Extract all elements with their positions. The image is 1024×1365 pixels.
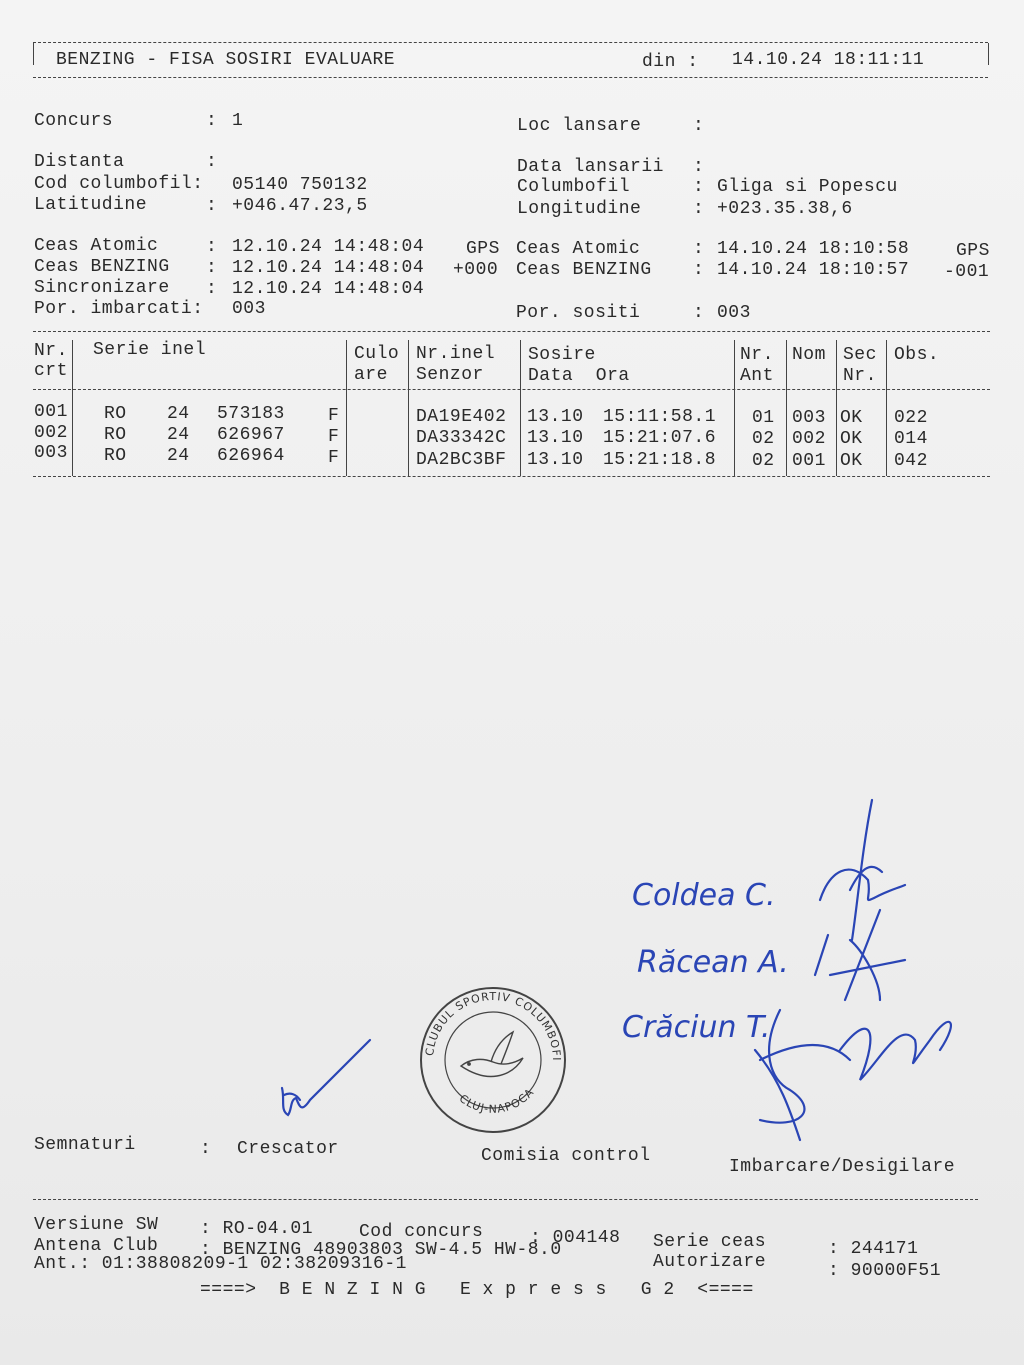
row-data: 13.10	[527, 450, 584, 470]
por-sositi-label: Por. sositi	[516, 303, 641, 323]
row-data: 13.10	[527, 428, 584, 448]
por-imbarcati-label: Por. imbarcati:	[34, 299, 204, 319]
stamp-text-bottom: CLUJ-NAPOCA	[456, 1085, 537, 1116]
por-imbarcati-value: 003	[232, 299, 266, 319]
handwritten-name-coldea: Coldea C.	[632, 878, 776, 913]
header-serie-inel: Serie inel	[93, 340, 207, 360]
row-ora: 15:21:18.8	[603, 450, 717, 470]
row-data: 13.10	[527, 407, 584, 427]
ceas-atomic-label-left: Ceas Atomic	[34, 236, 159, 256]
comisia-control-label: Comisia control	[481, 1146, 651, 1166]
handwritten-name-racean: Răcean A.	[637, 945, 789, 980]
row-inel: 573183	[217, 404, 285, 424]
row-nom: 002	[792, 429, 826, 449]
ceas-benzing-value-left: 12.10.24 14:48:04	[232, 258, 425, 278]
row-inel: 626964	[217, 446, 285, 466]
longitudine-sep: :	[693, 199, 705, 219]
semnaturi-label: Semnaturi	[34, 1135, 136, 1155]
antena-value: : BENZING 48903803 SW-4.5 HW-8.0	[200, 1240, 562, 1260]
columbofil-sep: :	[693, 177, 705, 197]
longitudine-label: Longitudine	[517, 199, 642, 219]
row-tara: RO	[104, 404, 127, 424]
versiune-value: : RO-04.01	[200, 1219, 314, 1239]
ceas-atomic-value-right: 14.10.24 18:10:58	[717, 239, 910, 259]
row-obs: 042	[894, 451, 928, 471]
crescator-label: Crescator	[237, 1139, 339, 1159]
header-culoare-2: are	[354, 365, 388, 385]
row-nr: 002	[34, 423, 68, 443]
serie-ceas-label: Serie ceas	[653, 1232, 767, 1252]
row-nr: 003	[34, 443, 68, 463]
cod-columbofil-label: Cod columbofil:	[34, 174, 204, 194]
ceas-atomic-sep-right: :	[693, 239, 705, 259]
columbofil-label: Columbofil	[517, 177, 631, 197]
ceas-benzing-extra-left: +000	[453, 260, 499, 280]
brand-line: ====> B E N Z I N G E x p r e s s G 2 <====	[200, 1280, 754, 1300]
loc-lansare-sep: :	[693, 116, 705, 136]
row-an: 24	[167, 425, 190, 445]
club-stamp	[409, 970, 573, 1140]
header-senzor-2: Senzor	[416, 365, 484, 385]
handwritten-name-craciun: Crăciun T.	[622, 1010, 771, 1045]
autorizare-label: Autorizare	[653, 1252, 767, 1272]
row-sec: OK	[840, 429, 863, 449]
columbofil-value: Gliga si Popescu	[717, 177, 898, 197]
header-senzor-1: Nr.inel	[416, 344, 496, 364]
row-obs: 014	[894, 429, 928, 449]
distanta-sep: :	[206, 152, 218, 172]
row-sec: OK	[840, 451, 863, 471]
header-sosire-2: Data Ora	[528, 366, 630, 386]
header-sec-1: Sec	[843, 345, 877, 365]
row-tara: RO	[104, 425, 127, 445]
ceas-benzing-extra-right: -001	[944, 262, 990, 282]
row-senzor: DA19E402	[416, 407, 507, 427]
latitudine-value: +046.47.23,5	[232, 196, 368, 216]
data-lansarii-label: Data lansarii	[517, 157, 664, 177]
header-sosire-1: Sosire	[528, 345, 596, 365]
footer-rule	[33, 1199, 978, 1200]
ceas-atomic-extra-left: GPS	[466, 239, 500, 259]
latitudine-label: Latitudine	[34, 195, 148, 215]
row-ora: 15:21:07.6	[603, 428, 717, 448]
report-date: 14.10.24 18:11:11	[732, 50, 925, 70]
header-ant-2: Ant	[740, 366, 774, 386]
versiune-label: Versiune SW	[34, 1215, 159, 1235]
row-sex: F	[328, 427, 340, 447]
row-inel: 626967	[217, 425, 285, 445]
cod-concurs-value: : 004148	[530, 1228, 621, 1248]
row-nom: 001	[792, 451, 826, 471]
semnaturi-sep: :	[200, 1139, 212, 1159]
concurs-sep: :	[206, 111, 218, 131]
ceas-benzing-label-right: Ceas BENZING	[516, 260, 652, 280]
row-ant: 02	[752, 429, 775, 449]
row-nom: 003	[792, 408, 826, 428]
latitudine-sep: :	[206, 196, 218, 216]
row-tara: RO	[104, 446, 127, 466]
header-obs: Obs.	[894, 345, 940, 365]
row-an: 24	[167, 404, 190, 424]
row-sex: F	[328, 406, 340, 426]
row-nr: 001	[34, 402, 68, 422]
cod-columbofil-value: 05140 750132	[232, 175, 368, 195]
por-sositi-value: 003	[717, 303, 751, 323]
ceas-atomic-sep-left: :	[206, 237, 218, 257]
ceas-benzing-value-right: 14.10.24 18:10:57	[717, 260, 910, 280]
concurs-label: Concurs	[34, 111, 114, 131]
header-ant-1: Nr.	[740, 345, 774, 365]
ceas-atomic-label-right: Ceas Atomic	[516, 239, 641, 259]
distanta-label: Distanta	[34, 152, 125, 172]
header-sec-2: Nr.	[843, 366, 877, 386]
cod-concurs-label: Cod concurs	[359, 1222, 484, 1242]
header-nom: Nom	[792, 345, 826, 365]
report-date-label: din :	[642, 52, 699, 72]
sincronizare-value: 12.10.24 14:48:04	[232, 279, 425, 299]
row-senzor: DA33342C	[416, 428, 507, 448]
sincronizare-label: Sincronizare	[34, 278, 170, 298]
imbarcare-label: Imbarcare/Desigilare	[729, 1157, 956, 1177]
ceas-atomic-extra-right: GPS	[956, 241, 990, 261]
row-obs: 022	[894, 408, 928, 428]
por-sositi-sep: :	[693, 303, 705, 323]
antena-label: Antena Club	[34, 1236, 159, 1256]
header-crt: crt	[34, 361, 68, 381]
row-an: 24	[167, 446, 190, 466]
row-sec: OK	[840, 408, 863, 428]
serie-ceas-value: : 244171	[828, 1239, 919, 1259]
header-culoare-1: Culo	[354, 344, 400, 364]
loc-lansare-label: Loc lansare	[517, 116, 642, 136]
ceas-benzing-sep-right: :	[693, 260, 705, 280]
report-title: BENZING - FISA SOSIRI EVALUARE	[56, 50, 396, 70]
row-ant: 01	[752, 408, 775, 428]
header-nr: Nr.	[34, 341, 68, 361]
ceas-benzing-label-left: Ceas BENZING	[34, 257, 170, 277]
autorizare-value: : 90000F51	[828, 1261, 942, 1281]
ceas-benzing-sep-left: :	[206, 258, 218, 278]
row-ant: 02	[752, 451, 775, 471]
row-ora: 15:11:58.1	[603, 407, 717, 427]
longitudine-value: +023.35.38,6	[717, 199, 853, 219]
row-sex: F	[328, 448, 340, 468]
ceas-atomic-value-left: 12.10.24 14:48:04	[232, 237, 425, 257]
row-senzor: DA2BC3BF	[416, 450, 507, 470]
data-lansarii-sep: :	[693, 157, 705, 177]
pigeon-icon	[461, 1032, 523, 1077]
sincronizare-sep: :	[206, 279, 218, 299]
stamp-text-top: CLUBUL SPORTIV COLUMBOFIL	[409, 970, 564, 1062]
antena-ids: Ant.: 01:38808209-1 02:38209316-1	[34, 1254, 407, 1274]
concurs-value: 1	[232, 111, 244, 131]
